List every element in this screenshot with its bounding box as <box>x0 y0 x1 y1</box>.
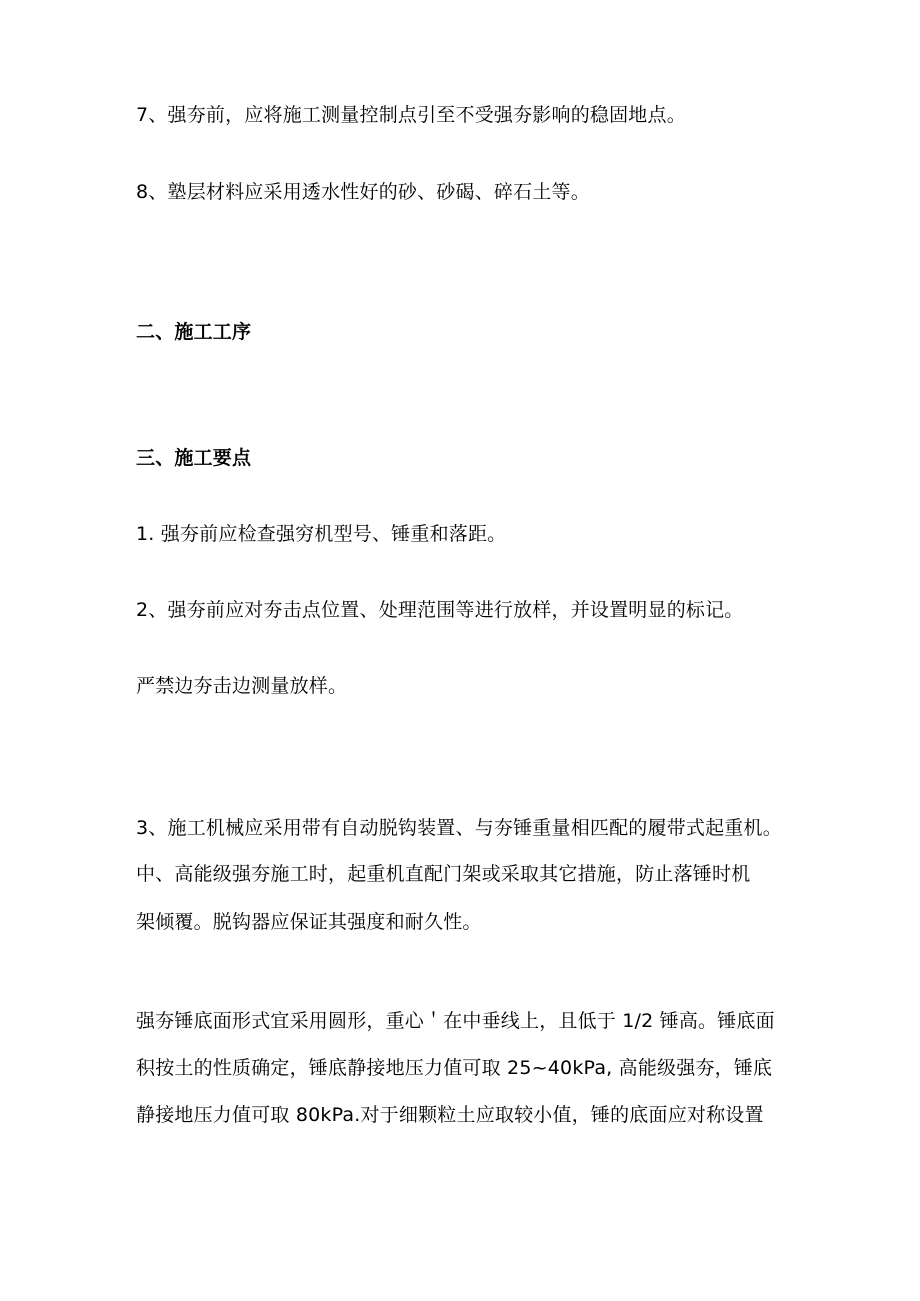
section-heading-construction-procedure: 二、施工工序 <box>136 321 252 343</box>
section-heading-construction-points: 三、施工要点 <box>136 447 252 469</box>
paragraph-hammer-line-2: 积按土的性质确定，锤底静接地压力值可取 25~40kPa, 高能级强夯，锤底 <box>136 1057 773 1079</box>
paragraph-point-3-line-1: 3、施工机械应采用带有自动脱钩装置、与夯锤重量相匹配的履带式起重机。 <box>136 817 782 839</box>
paragraph-point-2-note: 严禁边夯击边测量放样。 <box>136 675 348 697</box>
paragraph-point-1: 1. 强夯前应检查强穷机型号、锤重和落距。 <box>136 523 507 545</box>
paragraph-point-3-line-3: 架倾覆。脱钩器应保证其强度和耐久性。 <box>136 911 482 933</box>
paragraph-point-3-line-2: 中、高能级强夯施工时，起重机直配门架或采取其它措施，防止落锤时机 <box>136 863 751 885</box>
paragraph-item-8: 8、塾层材料应采用透水性好的砂、砂碣、碎石土等。 <box>136 181 590 203</box>
paragraph-point-2: 2、强夯前应对夯击点位置、处理范围等进行放样，并设置明显的标记。 <box>136 599 744 621</box>
paragraph-hammer-line-3: 静接地压力值可取 80kPa.对于细颗粒土应取较小值，锤的底面应对称设置 <box>136 1104 764 1126</box>
paragraph-item-7: 7、强夯前，应将施工测量控制点引至不受强夯影响的稳固地点。 <box>136 104 686 126</box>
paragraph-hammer-line-1: 强夯锤底面形式宜采用圆形，重心＇在中垂线上，且低于 1/2 锤高。锤底面 <box>136 1010 775 1032</box>
